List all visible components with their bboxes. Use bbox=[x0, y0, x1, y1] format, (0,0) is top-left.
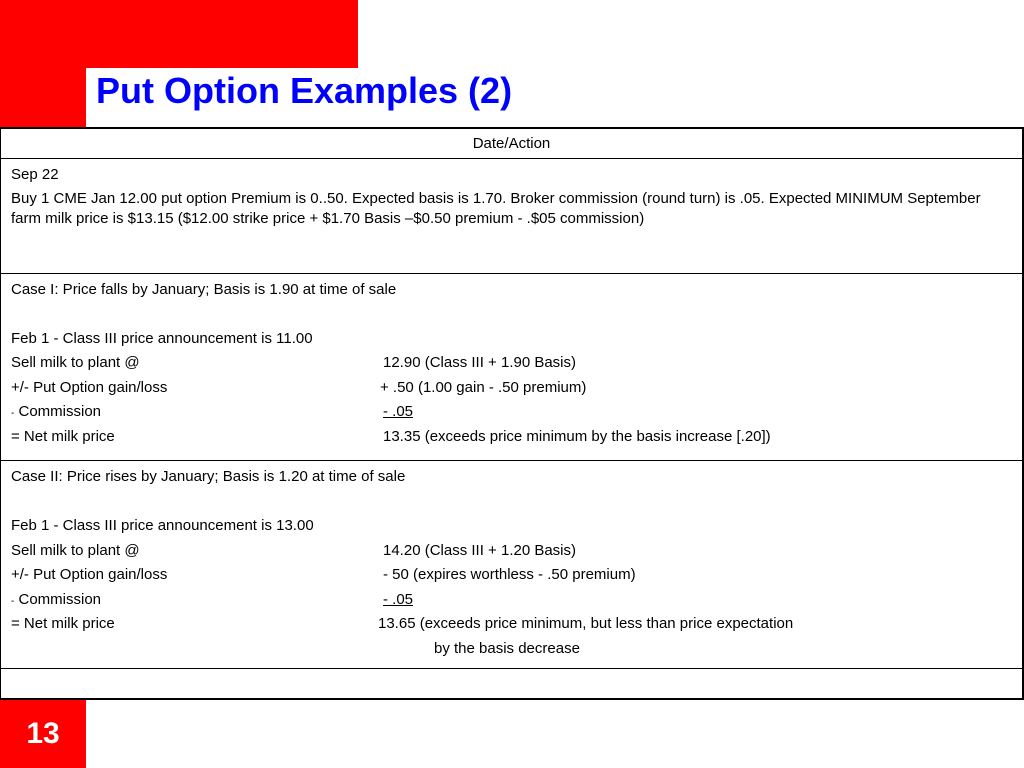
case2-sell-label: Sell milk to plant @ bbox=[11, 542, 140, 559]
table-row-case2 bbox=[1, 461, 1022, 669]
case1-commission-value: - .05 bbox=[383, 403, 414, 420]
case2-put-value: - 50 (expires worthless - .50 premium) bbox=[383, 566, 636, 583]
red-accent-left bbox=[0, 68, 86, 128]
options-table bbox=[0, 127, 1024, 700]
case1-put-label: +/- Put Option gain/loss bbox=[11, 379, 168, 396]
case2-commission bbox=[11, 590, 101, 612]
case1-net-value: 13.35 (exceeds price minimum by the basis increase [.20]) bbox=[383, 428, 771, 445]
case1-commission-dash: - bbox=[11, 408, 15, 419]
table-row-case1 bbox=[1, 274, 1022, 461]
page-number-badge bbox=[0, 700, 86, 768]
case2-put-label: +/- Put Option gain/loss bbox=[11, 566, 168, 583]
case2-net-value: 13.65 (exceeds price minimum, but less than price expectation bbox=[378, 615, 794, 632]
case1-commission-label: Commission bbox=[14, 403, 102, 420]
case1-commission bbox=[11, 402, 101, 424]
table-row-sep22 bbox=[1, 159, 1022, 274]
case1-sell-label: Sell milk to plant @ bbox=[11, 354, 140, 371]
case2-sell-value: 14.20 (Class III + 1.20 Basis) bbox=[383, 542, 577, 559]
row-date: Sep 22 bbox=[11, 166, 59, 183]
slide-title: Put Option Examples (2) bbox=[96, 70, 513, 111]
case1-announcement: Feb 1 - Class III price announcement is 11.00 bbox=[11, 330, 313, 347]
table-row-empty bbox=[1, 669, 1022, 700]
case2-heading: Case II: Price rises by January; Basis is 1.20 at time of sale bbox=[11, 468, 406, 485]
page-number: 13 bbox=[26, 717, 60, 750]
row-description: Buy 1 CME Jan 12.00 put option Premium is 0..50. Expected basis is 1.70. Broker commission (round turn) is .05. Expected MINIMUM September farm milk price is $13.15 ($12.00 strike price + $1.70 Basis –$0.50 premium - .$05 commission) bbox=[11, 190, 981, 227]
case2-commission-value: - .05 bbox=[383, 591, 414, 608]
case2-commission-label: Commission bbox=[14, 591, 102, 608]
case2-net-value-cont: by the basis decrease bbox=[434, 640, 580, 657]
case1-heading: Case I: Price falls by January; Basis is 1.90 at time of sale bbox=[11, 281, 397, 298]
case2-commission-dash: - bbox=[11, 596, 15, 607]
case2-announcement: Feb 1 - Class III price announcement is 13.00 bbox=[11, 517, 314, 534]
case1-sell-value: 12.90 (Class III + 1.90 Basis) bbox=[383, 354, 577, 371]
table-header: Date/Action bbox=[1, 129, 1022, 159]
case1-net-label: = Net milk price bbox=[11, 428, 115, 445]
case1-put-value: + .50 (1.00 gain - .50 premium) bbox=[380, 379, 587, 396]
case2-net-label: = Net milk price bbox=[11, 615, 115, 632]
red-accent-top bbox=[0, 0, 358, 68]
